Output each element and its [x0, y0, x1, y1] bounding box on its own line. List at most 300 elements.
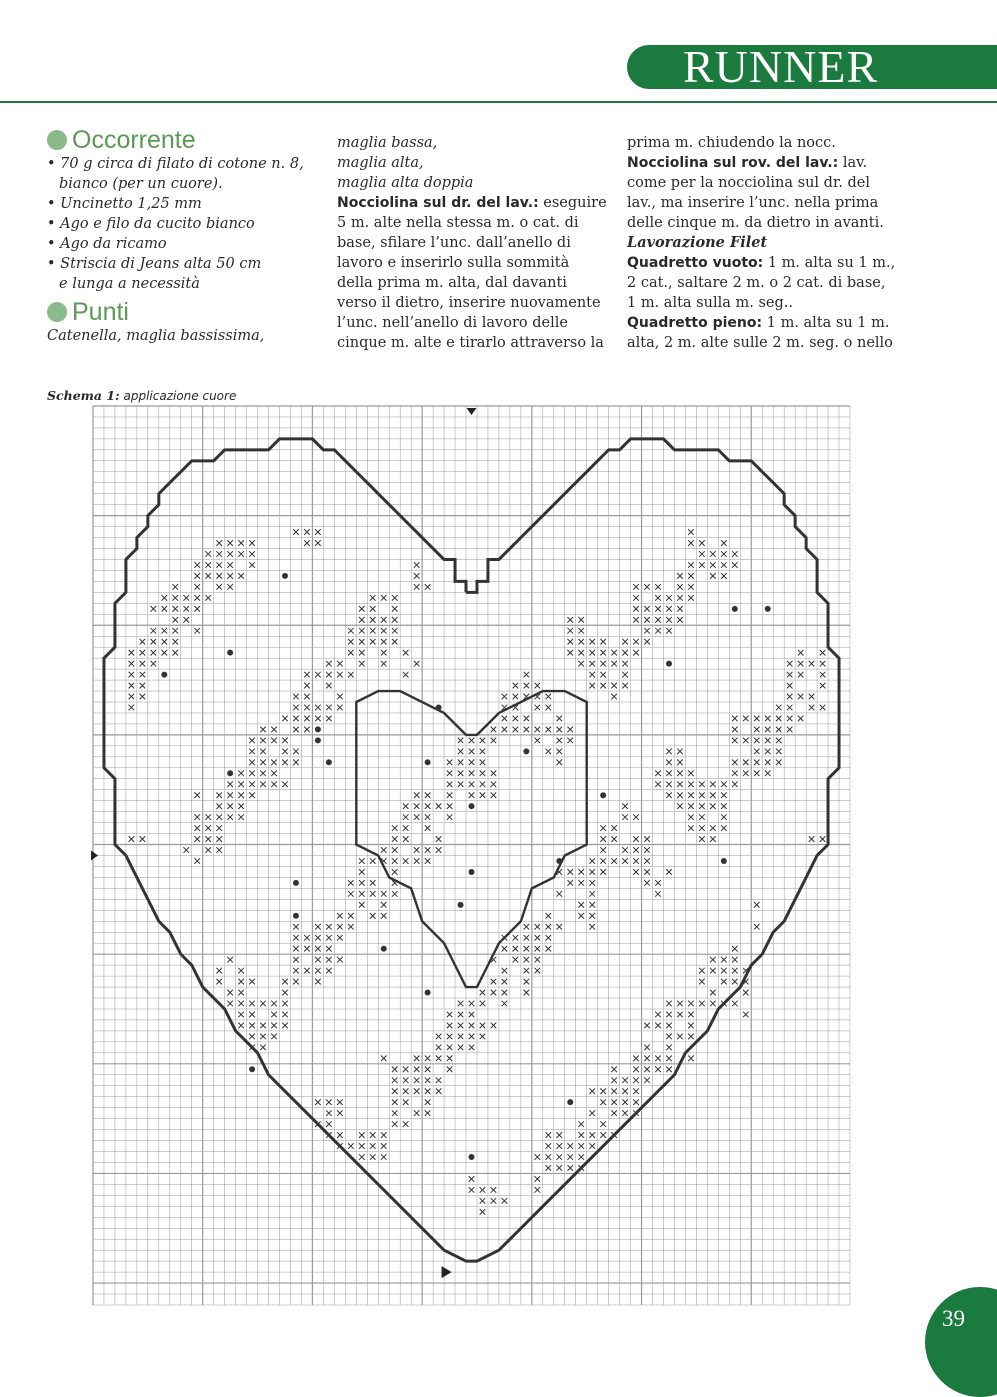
stitch-x — [765, 738, 771, 744]
stitch-dot — [227, 770, 233, 776]
stitch-x — [469, 1045, 475, 1051]
stitch-x — [392, 1066, 398, 1072]
text-line: Quadretto vuoto: 1 m. alta su 1 m., — [627, 255, 896, 271]
stitch-x — [392, 639, 398, 645]
stitch-x — [820, 836, 826, 842]
stitch-x — [677, 1012, 683, 1018]
stitch-x — [480, 1198, 486, 1204]
stitch-x — [271, 1034, 277, 1040]
stitch-x — [469, 738, 475, 744]
stitch-x — [502, 1001, 508, 1007]
text-line: l’unc. nell’anello di lavoro delle — [337, 315, 568, 331]
stitch-x — [545, 1132, 551, 1138]
punti-text: Catenella, maglia bassissima, — [47, 328, 265, 344]
text-line: maglia alta doppia — [337, 175, 474, 191]
stitch-x — [633, 814, 639, 820]
stitch-x — [162, 595, 168, 601]
text-line: lavoro e inserirlo sulla sommità — [337, 255, 570, 271]
stitch-x — [249, 1034, 255, 1040]
stitch-x — [359, 650, 365, 656]
stitch-x — [611, 661, 617, 667]
stitch-x — [249, 562, 255, 568]
list-item: • Uncinetto 1,25 mm — [47, 196, 202, 212]
stitch-dot — [227, 650, 233, 656]
stitch-x — [359, 1143, 365, 1149]
stitch-x — [140, 694, 146, 700]
stitch-x — [622, 661, 628, 667]
stitch-x — [776, 738, 782, 744]
stitch-x — [260, 1034, 266, 1040]
stitch-x — [370, 617, 376, 623]
stitch-x — [381, 1154, 387, 1160]
stitch-x — [260, 727, 266, 733]
stitch-x — [776, 705, 782, 711]
stitch-x — [666, 1045, 672, 1051]
stitch-x — [348, 891, 354, 897]
stitch-x — [216, 573, 222, 579]
stitch-dot — [315, 737, 321, 743]
stitch-x — [140, 836, 146, 842]
stitch-x — [644, 628, 650, 634]
stitch-dot — [721, 858, 727, 864]
stitch-x — [129, 836, 135, 842]
stitch-x — [469, 1187, 475, 1193]
stitch-x — [381, 1132, 387, 1138]
stitch-x — [721, 562, 727, 568]
stitch-x — [677, 584, 683, 590]
stitch-x — [721, 968, 727, 974]
stitch-x — [578, 639, 584, 645]
stitch-x — [271, 1023, 277, 1029]
stitch-x — [293, 979, 299, 985]
stitch-x — [458, 781, 464, 787]
stitch-x — [271, 781, 277, 787]
stitch-x — [820, 683, 826, 689]
stitch-x — [249, 540, 255, 546]
stitch-x — [688, 595, 694, 601]
stitch-x — [633, 617, 639, 623]
stitch-x — [732, 716, 738, 722]
stitch-x — [545, 924, 551, 930]
stitch-x — [754, 924, 760, 930]
stitch-x — [480, 749, 486, 755]
stitch-x — [787, 661, 793, 667]
stitch-x — [710, 562, 716, 568]
text-line: Nocciolina sul rov. del lav.: lav. — [627, 155, 868, 171]
stitch-x — [611, 650, 617, 656]
stitch-x — [765, 716, 771, 722]
stitch-x — [502, 968, 508, 974]
stitch-x — [172, 628, 178, 634]
stitch-x — [611, 1066, 617, 1072]
stitch-x — [535, 727, 541, 733]
stitch-x — [326, 1099, 332, 1105]
stitch-x — [589, 924, 595, 930]
stitch-x — [392, 858, 398, 864]
stitch-x — [140, 639, 146, 645]
stitch-x — [655, 1012, 661, 1018]
stitch-x — [480, 781, 486, 787]
stitch-x — [655, 770, 661, 776]
stitch-x — [688, 529, 694, 535]
stitch-x — [699, 836, 705, 842]
stitch-dot — [425, 759, 431, 765]
stitch-x — [666, 628, 672, 634]
stitch-x — [502, 946, 508, 952]
stitch-x — [359, 1154, 365, 1160]
stitch-x — [216, 836, 222, 842]
stitch-x — [425, 847, 431, 853]
stitch-x — [238, 814, 244, 820]
stitch-x — [403, 803, 409, 809]
stitch-x — [622, 847, 628, 853]
stitch-x — [129, 672, 135, 678]
stitch-x — [403, 1099, 409, 1105]
stitch-dot — [249, 1066, 255, 1072]
stitch-x — [633, 847, 639, 853]
stitch-x — [392, 825, 398, 831]
stitch-x — [392, 1110, 398, 1116]
stitch-x — [447, 1066, 453, 1072]
stitch-x — [600, 825, 606, 831]
stitch-x — [238, 968, 244, 974]
stitch-x — [392, 595, 398, 601]
stitch-x — [480, 770, 486, 776]
stitch-x — [414, 661, 420, 667]
stitch-x — [567, 1165, 573, 1171]
stitch-x — [315, 946, 321, 952]
stitch-x — [370, 1143, 376, 1149]
stitch-x — [535, 1154, 541, 1160]
stitch-x — [513, 935, 519, 941]
stitch-x — [776, 749, 782, 755]
stitch-x — [381, 913, 387, 919]
stitch-x — [622, 1077, 628, 1083]
stitch-x — [688, 781, 694, 787]
stitch-x — [216, 803, 222, 809]
stitch-x — [809, 836, 815, 842]
stitch-x — [556, 1132, 562, 1138]
stitch-x — [326, 957, 332, 963]
stitch-x — [765, 749, 771, 755]
stitch-x — [644, 617, 650, 623]
stitch-x — [293, 529, 299, 535]
stitch-x — [688, 584, 694, 590]
stitch-x — [216, 792, 222, 798]
stitch-x — [480, 1187, 486, 1193]
stitch-x — [151, 661, 157, 667]
stitch-x — [392, 836, 398, 842]
heart-outline — [104, 439, 839, 1261]
stitch-x — [194, 814, 200, 820]
stitch-x — [677, 803, 683, 809]
stitch-x — [589, 1132, 595, 1138]
stitch-x — [205, 847, 211, 853]
stitch-x — [556, 891, 562, 897]
stitch-x — [216, 968, 222, 974]
stitch-x — [129, 661, 135, 667]
stitch-x — [721, 781, 727, 787]
stitch-x — [293, 749, 299, 755]
stitch-x — [447, 814, 453, 820]
stitch-x — [447, 792, 453, 798]
stitch-x — [502, 727, 508, 733]
stitch-x — [194, 573, 200, 579]
stitch-x — [337, 957, 343, 963]
stitch-x — [776, 727, 782, 733]
stitch-x — [425, 584, 431, 590]
stitch-x — [809, 705, 815, 711]
stitch-x — [348, 628, 354, 634]
stitch-x — [600, 836, 606, 842]
stitch-x — [129, 694, 135, 700]
stitch-x — [469, 1023, 475, 1029]
stitch-x — [227, 990, 233, 996]
stitch-x — [337, 924, 343, 930]
stitch-x — [556, 727, 562, 733]
stitch-x — [216, 551, 222, 557]
stitch-x — [227, 573, 233, 579]
stitch-x — [249, 979, 255, 985]
stitch-x — [513, 716, 519, 722]
stitch-x — [337, 1110, 343, 1116]
stitch-x — [567, 869, 573, 875]
stitch-x — [655, 595, 661, 601]
stitch-x — [721, 573, 727, 579]
stitch-x — [589, 650, 595, 656]
stitch-x — [370, 913, 376, 919]
stitch-x — [710, 573, 716, 579]
stitch-x — [699, 562, 705, 568]
stitch-x — [732, 727, 738, 733]
arrow-down-icon — [467, 408, 477, 415]
stitch-x — [414, 1077, 420, 1083]
stitch-x — [545, 727, 551, 733]
stitch-x — [271, 738, 277, 744]
stitch-dot — [556, 858, 562, 864]
stitch-x — [677, 573, 683, 579]
stitch-x — [578, 880, 584, 886]
stitch-x — [381, 902, 387, 908]
stitch-x — [469, 760, 475, 766]
stitch-x — [227, 781, 233, 787]
stitch-x — [567, 738, 573, 744]
stitch-x — [315, 968, 321, 974]
stitch-x — [611, 694, 617, 700]
stitch-x — [710, 803, 716, 809]
stitch-x — [436, 847, 442, 853]
stitch-x — [545, 935, 551, 941]
stitch-dot — [469, 869, 475, 875]
stitch-x — [502, 1198, 508, 1204]
stitch-x — [315, 979, 321, 985]
stitch-x — [633, 1099, 639, 1105]
arrow-right-icon — [442, 1266, 452, 1278]
stitch-x — [370, 1132, 376, 1138]
stitch-x — [392, 1088, 398, 1094]
stitch-x — [513, 683, 519, 689]
stitch-x — [205, 562, 211, 568]
stitch-x — [304, 716, 310, 722]
stitch-x — [589, 661, 595, 667]
stitch-x — [315, 540, 321, 546]
stitch-x — [644, 836, 650, 842]
stitch-x — [194, 628, 200, 634]
stitch-x — [524, 935, 530, 941]
stitch-x — [622, 1110, 628, 1116]
stitch-x — [578, 661, 584, 667]
stitch-x — [238, 573, 244, 579]
stitch-x — [710, 781, 716, 787]
text-line: 2 cat., saltare 2 m. o 2 cat. di base, — [627, 275, 886, 291]
stitch-x — [524, 968, 530, 974]
stitch-x — [271, 727, 277, 733]
stitch-x — [293, 924, 299, 930]
stitch-x — [183, 617, 189, 623]
stitch-x — [491, 979, 497, 985]
stitch-x — [600, 858, 606, 864]
stitch-x — [622, 650, 628, 656]
stitch-x — [633, 1077, 639, 1083]
stitch-x — [249, 760, 255, 766]
stitch-x — [480, 792, 486, 798]
stitch-x — [392, 628, 398, 634]
stitch-x — [611, 825, 617, 831]
stitch-x — [578, 628, 584, 634]
list-item: e lunga a necessità — [59, 276, 200, 292]
stitch-x — [326, 924, 332, 930]
stitch-dot — [469, 1154, 475, 1160]
stitch-x — [282, 979, 288, 985]
stitch-x — [304, 935, 310, 941]
stitch-x — [249, 770, 255, 776]
stitch-dot — [293, 913, 299, 919]
stitch-x — [469, 1034, 475, 1040]
stitch-x — [589, 1110, 595, 1116]
stitch-x — [491, 727, 497, 733]
stitch-x — [622, 639, 628, 645]
stitch-x — [414, 573, 420, 579]
stitch-x — [589, 672, 595, 678]
stitch-x — [567, 880, 573, 886]
stitch-x — [502, 694, 508, 700]
stitch-x — [666, 1056, 672, 1062]
stitch-x — [732, 957, 738, 963]
stitch-x — [776, 716, 782, 722]
stitch-x — [315, 716, 321, 722]
stitch-x — [359, 891, 365, 897]
stitch-x — [589, 1088, 595, 1094]
stitch-x — [194, 825, 200, 831]
stitch-x — [732, 781, 738, 787]
stitch-x — [688, 825, 694, 831]
stitch-x — [403, 858, 409, 864]
stitch-x — [600, 683, 606, 689]
stitch-x — [359, 606, 365, 612]
stitch-x — [578, 913, 584, 919]
stitch-x — [535, 705, 541, 711]
stitch-x — [688, 562, 694, 568]
stitch-x — [447, 760, 453, 766]
stitch-x — [545, 694, 551, 700]
stitch-dot — [425, 990, 431, 996]
stitch-x — [425, 1077, 431, 1083]
stitch-x — [249, 781, 255, 787]
stitch-x — [545, 946, 551, 952]
stitch-x — [524, 716, 530, 722]
stitch-x — [699, 781, 705, 787]
stitch-x — [567, 639, 573, 645]
stitch-x — [359, 902, 365, 908]
list-item: • 70 g circa di filato di cotone n. 8, — [47, 156, 304, 172]
stitch-x — [787, 683, 793, 689]
list-item: • Striscia di Jeans alta 50 cm — [47, 256, 262, 272]
stitch-x — [820, 661, 826, 667]
stitch-x — [271, 760, 277, 766]
stitch-x — [666, 606, 672, 612]
stitch-x — [458, 770, 464, 776]
stitch-x — [699, 540, 705, 546]
stitch-x — [282, 749, 288, 755]
stitch-x — [677, 1034, 683, 1040]
stitch-x — [469, 749, 475, 755]
stitch-x — [754, 727, 760, 733]
stitch-x — [699, 968, 705, 974]
stitch-x — [348, 650, 354, 656]
stitch-x — [765, 727, 771, 733]
text-line: cinque m. alte e tirarlo attraverso la — [337, 335, 604, 351]
stitch-x — [425, 825, 431, 831]
stitch-x — [315, 529, 321, 535]
stitch-x — [205, 595, 211, 601]
stitch-x — [293, 694, 299, 700]
stitch-x — [699, 803, 705, 809]
stitch-x — [589, 683, 595, 689]
stitch-x — [480, 1023, 486, 1029]
heading-punti: Punti — [47, 298, 317, 326]
stitch-x — [315, 924, 321, 930]
stitch-x — [524, 672, 530, 678]
stitch-x — [414, 814, 420, 820]
stitch-x — [732, 1001, 738, 1007]
stitch-x — [381, 1056, 387, 1062]
stitch-x — [337, 913, 343, 919]
stitch-x — [513, 957, 519, 963]
stitch-x — [633, 858, 639, 864]
stitch-x — [458, 1012, 464, 1018]
stitch-x — [436, 1088, 442, 1094]
stitch-x — [183, 847, 189, 853]
stitch-x — [381, 595, 387, 601]
list-item: bianco (per un cuore). — [59, 176, 223, 192]
stitch-x — [677, 760, 683, 766]
stitch-dot — [523, 748, 529, 754]
stitch-x — [370, 606, 376, 612]
stitch-x — [589, 858, 595, 864]
stitch-x — [381, 661, 387, 667]
stitch-x — [216, 814, 222, 820]
stitch-x — [502, 935, 508, 941]
stitch-x — [403, 836, 409, 842]
stitch-x — [172, 595, 178, 601]
stitch-x — [447, 1034, 453, 1040]
stitch-x — [151, 639, 157, 645]
stitch-x — [545, 1154, 551, 1160]
stitch-x — [381, 617, 387, 623]
stitch-x — [677, 606, 683, 612]
stitch-x — [480, 1034, 486, 1040]
stitch-x — [227, 562, 233, 568]
